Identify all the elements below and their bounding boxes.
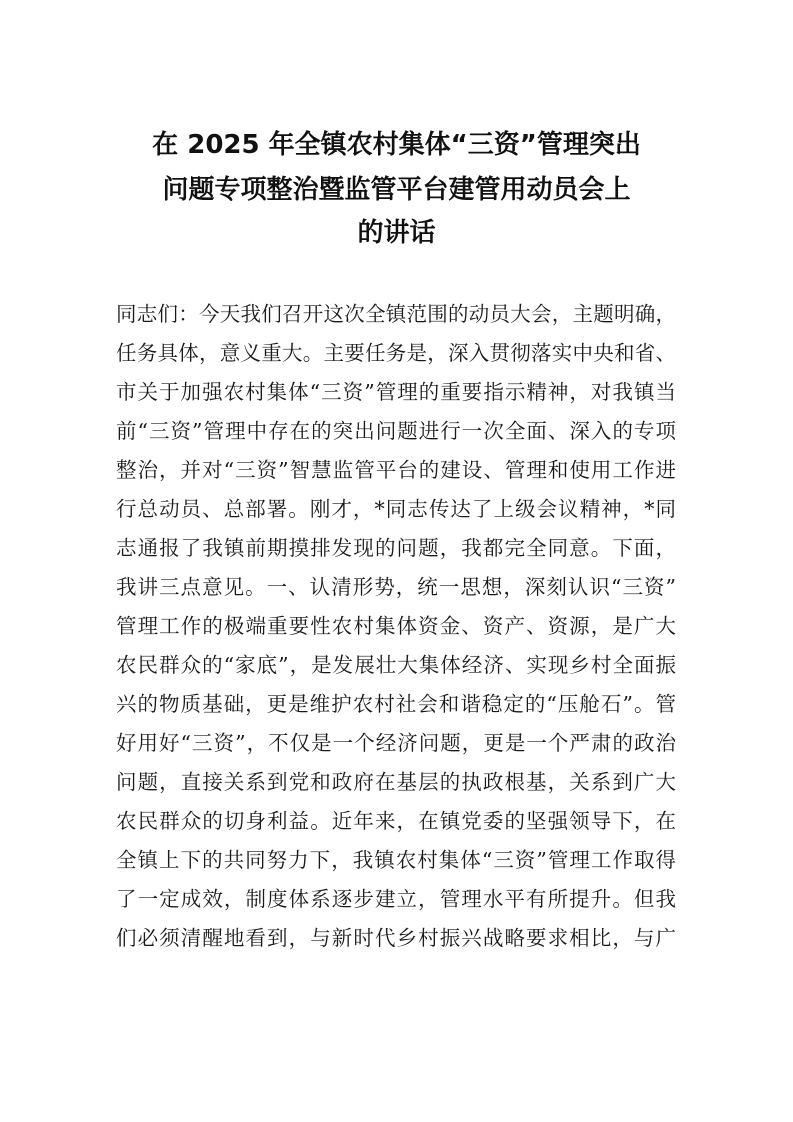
body-line-8: 我讲三点意见。一、认清形势，统一思想，深刻认识“三资” — [116, 575, 676, 599]
body-line-4: 前“三资”管理中存在的突出问题进行一次全面、深入的专项 — [116, 419, 676, 443]
body-line-14: 农民群众的切身利益。近年来，在镇党委的坚强领导下，在 — [116, 809, 676, 833]
body-line-13: 问题，直接关系到党和政府在基层的执政根基，关系到广大 — [116, 770, 676, 794]
title-line-1: 在 2025 年全镇农村集体“三资”管理突出 — [152, 130, 641, 160]
title-line-2: 问题专项整治暨监管平台建管用动员会上 — [162, 175, 631, 205]
title-line-3: 的讲话 — [357, 218, 436, 248]
body-line-17: 们必须清醒地看到，与新时代乡村振兴战略要求相比，与广 — [116, 926, 676, 950]
body-line-16: 了一定成效，制度体系逐步建立，管理水平有所提升。但我 — [116, 887, 676, 911]
body-line-10: 农民群众的“家底”，是发展壮大集体经济、实现乡村全面振 — [116, 653, 676, 677]
body-line-6: 行总动员、总部署。刚才，*同志传达了上级会议精神，*同 — [116, 497, 676, 521]
body-line-1: 同志们：今天我们召开这次全镇范围的动员大会，主题明确， — [116, 302, 676, 326]
body-line-5: 整治，并对“三资”智慧监管平台的建设、管理和使用工作进 — [116, 458, 676, 482]
body-line-9: 管理工作的极端重要性农村集体资金、资产、资源，是广大 — [116, 614, 676, 638]
body-line-2: 任务具体，意义重大。主要任务是，深入贯彻落实中央和省、 — [116, 341, 676, 365]
body-line-12: 好用好“三资”，不仅是一个经济问题，更是一个严肃的政治 — [116, 731, 676, 755]
body-line-3: 市关于加强农村集体“三资”管理的重要指示精神，对我镇当 — [116, 380, 676, 404]
body-line-7: 志通报了我镇前期摸排发现的问题，我都完全同意。下面， — [116, 536, 676, 560]
body-line-11: 兴的物质基础，更是维护农村社会和谐稳定的“压舱石”。管 — [116, 692, 676, 716]
body-line-15: 全镇上下的共同努力下，我镇农村集体“三资”管理工作取得 — [116, 848, 676, 872]
